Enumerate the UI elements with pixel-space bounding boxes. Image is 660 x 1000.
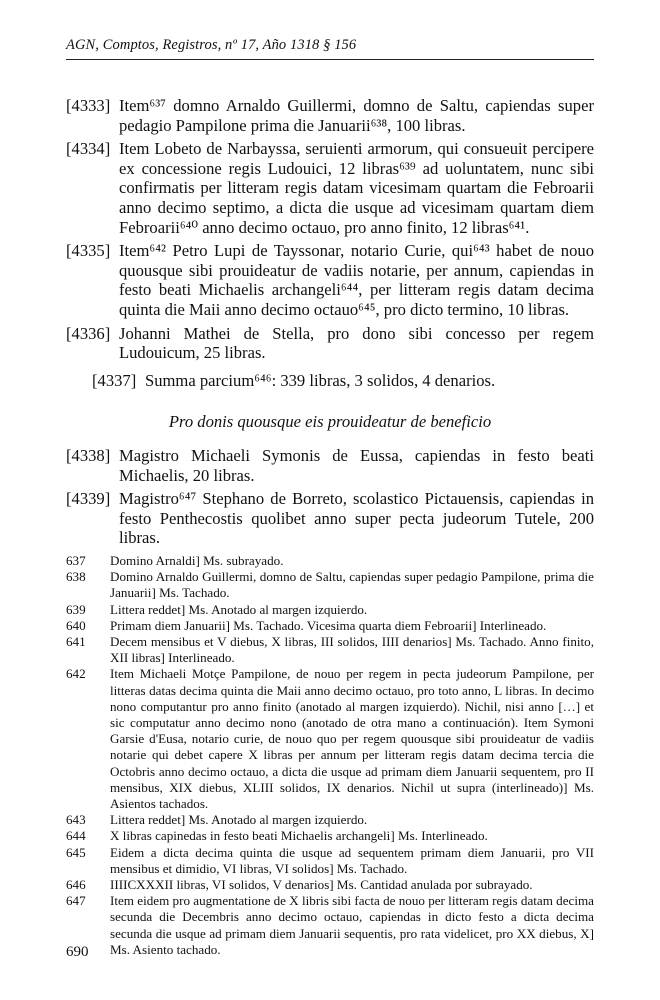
footnote-number: 638 bbox=[66, 569, 86, 585]
entry-text: Johanni Mathei de Stella, pro dono sibi concesso per regem Ludouicum, 25 libras. bbox=[119, 323, 594, 363]
summa-text: Summa parcium⁶⁴⁶: 339 libras, 3 solidos, 4 denarios. bbox=[145, 370, 496, 390]
footnote bbox=[66, 666, 594, 812]
footnote bbox=[66, 845, 594, 877]
footnote-text: Item eidem pro augmentatione de X libris sibi facta de nouo per litteram regis datam decima secunda die Decembris anno decimo octauo, capiendas in dicto festo a dicta decima secunda die usque ad primam diem Januarii sequentis, pro rata videlicet, pro XX diebus, X] Ms. Asiento tachado. bbox=[110, 893, 594, 957]
footnote-text: X libras capinedas in festo beati Michaelis archangeli] Ms. Interlineado. bbox=[110, 828, 488, 844]
footnote-text: Primam diem Januarii] Ms. Tachado. Vicesima quarta diem Febroarii] Interlineado. bbox=[110, 617, 547, 633]
footnote-number: 642 bbox=[66, 666, 86, 682]
entry-text: Item⁶³⁷ domno Arnaldo Guillermi, domno de Saltu, capiendas super pedagio Pampilone prima die Januarii⁶³⁸, 100 libras. bbox=[119, 96, 594, 135]
footnote bbox=[66, 553, 594, 569]
footnote bbox=[66, 877, 594, 893]
footnote-number: 647 bbox=[66, 893, 86, 909]
footnotes bbox=[66, 553, 594, 958]
footnote bbox=[66, 893, 594, 958]
entry-number: [4334] bbox=[66, 139, 111, 159]
footnote-text: Eidem a dicta decima quinta die usque ad sequentem primam diem Januarii, pro VII mensibus et dimidio, VI libras, VI solidos] Ms. Tachado. bbox=[110, 844, 594, 876]
summa-entry bbox=[66, 371, 594, 391]
footnote-number: 641 bbox=[66, 634, 86, 650]
entry-number: [4333] bbox=[66, 96, 111, 115]
entry bbox=[66, 324, 594, 363]
footnote-text: Littera reddet] Ms. Anotado al margen izquierdo. bbox=[110, 601, 368, 617]
footnote-text: Domino Arnaldi] Ms. subrayado. bbox=[110, 553, 284, 568]
header-rule bbox=[66, 59, 594, 60]
footnote-number: 646 bbox=[66, 877, 86, 893]
footnote-number: 640 bbox=[66, 617, 86, 633]
entry-number: [4339] bbox=[66, 489, 111, 509]
footnote-number: 639 bbox=[66, 601, 86, 617]
entry-text: Item⁶⁴² Petro Lupi de Tayssonar, notario Curie, qui⁶⁴³ habet de nouo quousque sibi prouideatur de vadiis notarie, per annum, capiendas in festo beati Michaelis archangeli⁶⁴⁴, per litteram regis datam decima quinta die Maii anno decimo octauo⁶⁴⁵, pro dicto termino, 10 libras. bbox=[119, 241, 594, 319]
footnote bbox=[66, 828, 594, 844]
footnote bbox=[66, 812, 594, 828]
footnote-number: 645 bbox=[66, 844, 86, 860]
entry-number: [4338] bbox=[66, 445, 111, 465]
footnote-text: Littera reddet] Ms. Anotado al margen izquierdo. bbox=[110, 812, 368, 828]
footnote bbox=[66, 618, 594, 634]
footnote-number: 637 bbox=[66, 553, 86, 568]
entry bbox=[66, 96, 594, 135]
footnote bbox=[66, 634, 594, 666]
running-header: AGN, Comptos, Registros, nº 17, Año 1318 § 156 bbox=[66, 37, 357, 53]
footnote bbox=[66, 569, 594, 601]
entry bbox=[66, 139, 594, 237]
footnote-text: IIIICXXXII libras, VI solidos, V denarios] Ms. Cantidad anulada por subrayado. bbox=[110, 877, 533, 893]
section-heading: Pro donis quousque eis prouideatur de beneficio bbox=[168, 412, 492, 432]
entry-number: [4336] bbox=[66, 323, 111, 343]
footnote-number: 644 bbox=[66, 828, 86, 844]
main-text bbox=[66, 96, 594, 552]
footnote bbox=[66, 602, 594, 618]
entry bbox=[66, 241, 594, 319]
entry-number: [4337] bbox=[92, 370, 137, 390]
page-number: 690 bbox=[66, 944, 89, 960]
entry-number: [4335] bbox=[66, 241, 111, 261]
footnote-text: Domino Arnaldo Guillermi, domno de Saltu, capiendas super pedagio Pampilone, prima die Januarii] Ms. Tachado. bbox=[110, 569, 594, 601]
entry-text: Item Lobeto de Narbayssa, seruienti armorum, qui consueuit percipere ex concessione regis Ludouici, 12 libras⁶³⁹ ad uoluntatem, nunc sibi confirmatis per litteram regis datam vicesimam quartam die Febroarii anno decimo septimo, a dicta die usque ad vicesimam quartam diem Febroarii⁶⁴⁰ anno decimo octauo, pro anno finito, 12 libras⁶⁴¹. bbox=[119, 139, 594, 237]
footnote-text: Decem mensibus et V diebus, X libras, III solidos, IIII denarios] Ms. Tachado. Anno finito, XII libras] Interlineado. bbox=[110, 634, 594, 666]
entry bbox=[66, 446, 594, 485]
entry-text: Magistro Michaeli Symonis de Eussa, capiendas in festo beati Michaelis, 20 libras. bbox=[119, 445, 594, 485]
entry-text: Magistro⁶⁴⁷ Stephano de Borreto, scolastico Pictauensis, capiendas in festo Penthecostis quolibet anno super pecta judeorum Tutele, 200 libras. bbox=[119, 489, 594, 548]
footnote-number: 643 bbox=[66, 812, 86, 828]
entry bbox=[66, 489, 594, 548]
footnote-text: Item Michaeli Motçe Pampilone, de nouo per regem in pecta judeorum Pampilone, per litteras datas decima quinta die Maii anno decimo octauo, pro toto anno, L libras. In decimo nono computantur pro anno finito (anotado al margen izquierdo). Nichil, nisi anno […] et sic computatur anno decimo nono (anotado de otra mano a continuación). Item Symoni Garsie d'Eusa, notario curie, de nouo quo per regem quousque sibi prouideatur de vadiis notarie qui debet capere X libras per annum per litteram regis datam decima tercia die Octobris anno decimo octauo, a dicta die usque ad primam diem Januarii sequentem, pro II mensibus, XIX diebus, XLIII solidos, IX denarios. Nichil ut supra (interlineado)] Ms. Asientos tachados. bbox=[110, 666, 594, 812]
